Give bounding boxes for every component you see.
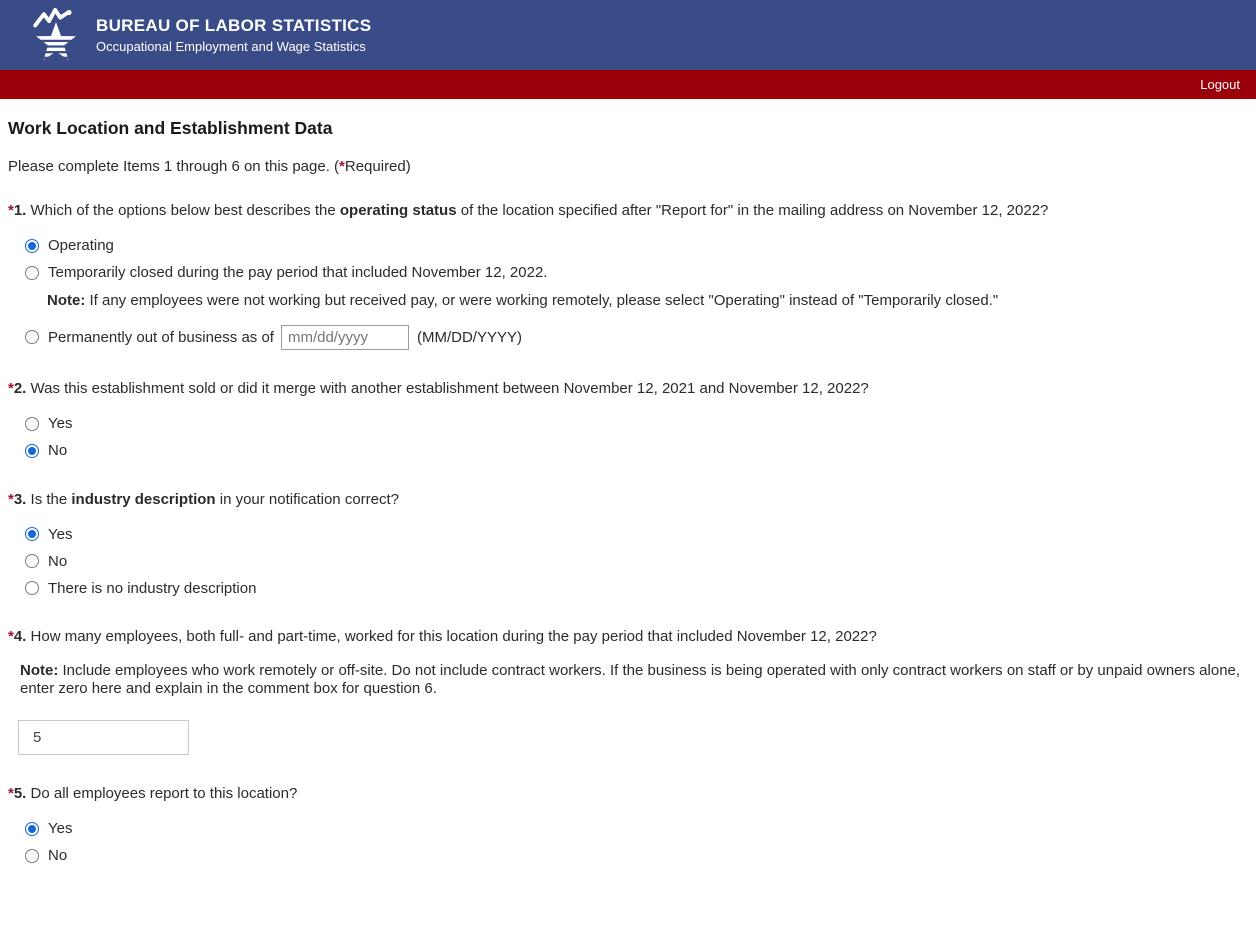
radio-option-yes[interactable] bbox=[25, 819, 1246, 839]
radio-button[interactable] bbox=[25, 581, 39, 595]
site-header bbox=[0, 0, 1256, 70]
required-asterisk: * bbox=[8, 785, 14, 802]
intro-text: Please complete Items 1 through 6 on this page. (*Required) bbox=[8, 158, 411, 175]
radio-option-label: Permanently out of business as of bbox=[48, 328, 274, 346]
radio-button[interactable] bbox=[25, 330, 39, 344]
radio-button[interactable] bbox=[25, 417, 39, 431]
required-asterisk: * bbox=[8, 490, 14, 508]
radio-button[interactable] bbox=[25, 239, 39, 253]
bls-star-logo-icon bbox=[30, 6, 82, 64]
date-format-hint: (MM/DD/YYYY) bbox=[416, 328, 522, 346]
question-1 bbox=[8, 202, 1246, 350]
required-asterisk: * bbox=[8, 379, 14, 397]
question-4-note: Note: Include employees who work remotely or off-site. Do not include contract workers. If the business is being operated with only contract workers on staff or by unpaid owners alone, enter zero here and explain in the comment box for question 6. bbox=[20, 662, 1241, 697]
question-5 bbox=[8, 785, 1246, 866]
required-asterisk: * bbox=[8, 202, 14, 219]
question-2-text: *2. Was this establishment sold or did it merge with another establishment between November 12, 2021 and November 12, 2022? bbox=[8, 379, 869, 397]
radio-button[interactable] bbox=[25, 849, 39, 863]
radio-button[interactable] bbox=[25, 266, 39, 280]
radio-option-no[interactable] bbox=[25, 846, 1246, 866]
radio-button[interactable] bbox=[25, 527, 39, 541]
radio-option-no[interactable] bbox=[25, 441, 1246, 461]
radio-option-label: Temporarily closed during the pay period that included November 12, 2022. bbox=[48, 264, 548, 282]
question-4 bbox=[8, 628, 1246, 755]
radio-option-operating[interactable] bbox=[25, 236, 1246, 256]
radio-option-no[interactable] bbox=[25, 551, 1246, 571]
logout-link[interactable]: Logout bbox=[1200, 77, 1240, 92]
question-4-text: *4. How many employees, both full- and part-time, worked for this location during the pay period that included November 12, 2022? bbox=[8, 628, 877, 646]
survey-subtitle: Occupational Employment and Wage Statistics bbox=[96, 39, 366, 55]
question-1-note: Note: If any employees were not working but received pay, or were working remotely, please select "Operating" instead of "Temporarily closed." bbox=[47, 291, 999, 309]
question-3 bbox=[8, 491, 1246, 599]
radio-option-label: No bbox=[48, 847, 68, 865]
question-5-text: *5. Do all employees report to this location? bbox=[8, 785, 298, 802]
radio-option-yes[interactable] bbox=[25, 524, 1246, 544]
radio-option-label: No bbox=[48, 552, 68, 570]
radio-option-label: Yes bbox=[48, 415, 73, 432]
question-3-options bbox=[8, 524, 1246, 598]
question-2 bbox=[8, 380, 1246, 461]
employee-count-input[interactable] bbox=[18, 720, 189, 755]
radio-option-label: No bbox=[48, 442, 68, 459]
radio-option-label: Operating bbox=[48, 237, 114, 255]
radio-option-no-industry-description[interactable] bbox=[25, 578, 1246, 598]
required-asterisk: * bbox=[8, 628, 14, 646]
radio-button[interactable] bbox=[25, 444, 39, 458]
radio-option-label: There is no industry description bbox=[48, 579, 257, 597]
question-3-text: *3. Is the industry description in your notification correct? bbox=[8, 490, 399, 508]
utility-bar bbox=[0, 70, 1256, 99]
form-content bbox=[0, 99, 1256, 926]
question-1-options bbox=[8, 236, 1246, 350]
radio-option-temporarily-closed[interactable] bbox=[25, 263, 1246, 283]
radio-button[interactable] bbox=[25, 822, 39, 836]
question-1-text: *1. Which of the options below best describes the operating status of the location specified after "Report for" in the mailing address on November 12, 2022? bbox=[8, 202, 1049, 219]
radio-option-label: Yes bbox=[48, 525, 73, 543]
radio-option-out-of-business[interactable] bbox=[25, 325, 1246, 350]
radio-option-yes[interactable] bbox=[25, 414, 1246, 434]
question-2-options bbox=[8, 414, 1246, 461]
page-title: Work Location and Establishment Data bbox=[8, 118, 333, 138]
radio-option-label: Yes bbox=[48, 820, 73, 838]
required-asterisk: * bbox=[339, 158, 345, 175]
question-5-options bbox=[8, 819, 1246, 866]
radio-button[interactable] bbox=[25, 554, 39, 568]
out-of-business-date-input[interactable] bbox=[281, 325, 409, 350]
agency-title: BUREAU OF LABOR STATISTICS bbox=[96, 15, 372, 35]
